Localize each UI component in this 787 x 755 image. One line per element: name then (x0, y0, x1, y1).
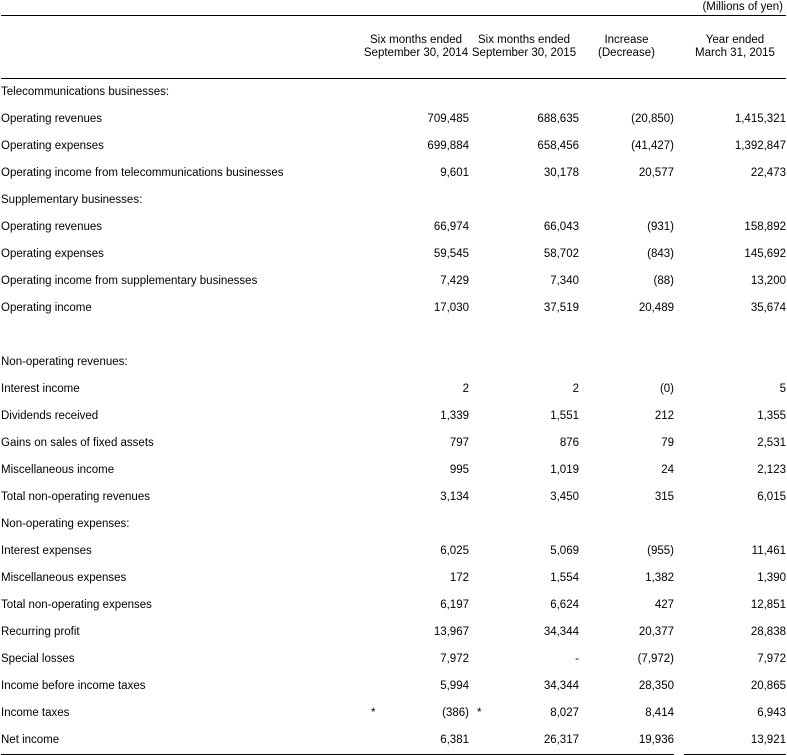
cell-increase (579, 268, 674, 295)
column-gutter (674, 187, 684, 214)
cell-2015 (469, 430, 579, 457)
cell-value: 6,624 (550, 599, 579, 611)
column-gutter (674, 133, 684, 160)
cell-increase (579, 187, 674, 214)
table-row (1, 133, 786, 160)
cell-2014 (363, 700, 469, 727)
cell-value: 7,340 (550, 275, 579, 287)
row-label: Interest income (1, 383, 80, 395)
cell-2014 (363, 565, 469, 592)
cell-value: 709,485 (427, 113, 469, 125)
cell-2015 (469, 673, 579, 700)
cell-increase (579, 511, 674, 538)
cell-2014 (363, 484, 469, 511)
row-label: Operating expenses (1, 248, 104, 260)
cell-value: 58,702 (543, 248, 579, 260)
cell-value: 13,200 (750, 275, 786, 287)
cell-2015 (469, 79, 579, 107)
row-label: Total non-operating expenses (1, 599, 152, 611)
cell-2014 (363, 511, 469, 538)
table-row (1, 619, 786, 646)
row-label: Non-operating revenues: (1, 356, 128, 368)
row-label: Operating income (1, 302, 92, 314)
table-row (1, 79, 786, 107)
cell-2015 (469, 322, 579, 349)
cell-2014 (363, 430, 469, 457)
column-gutter (674, 565, 684, 592)
cell-2015 (469, 727, 579, 755)
cell-2014 (363, 214, 469, 241)
header-cell-year (684, 16, 786, 79)
table-row (1, 241, 786, 268)
table-row (1, 700, 786, 727)
cell-year (684, 295, 786, 322)
cell-2014 (363, 376, 469, 403)
column-gutter (674, 268, 684, 295)
cell-2015 (469, 700, 579, 727)
cell-value: 158,892 (744, 221, 786, 233)
row-label: Operating income from supplementary businesses (1, 275, 258, 287)
cell-value: 66,974 (433, 221, 469, 233)
table-row (1, 673, 786, 700)
cell-2014 (363, 322, 469, 349)
cell-value: 427 (654, 599, 674, 611)
cell-2014 (363, 133, 469, 160)
cell-2015 (469, 538, 579, 565)
cell-value: 5 (779, 383, 786, 395)
row-label: Recurring profit (1, 626, 80, 638)
cell-value: 24 (661, 464, 674, 476)
row-label: Income taxes (1, 707, 70, 719)
cell-value: 37,519 (543, 302, 579, 314)
row-label: Telecommunications businesses: (1, 86, 170, 98)
cell-increase (579, 538, 674, 565)
table-row (1, 214, 786, 241)
cell-increase (579, 349, 674, 376)
row-label: Gains on sales of fixed assets (1, 437, 154, 449)
cell-value: 658,456 (537, 140, 579, 152)
cell-value: 1,382 (645, 572, 674, 584)
cell-value: 26,317 (543, 734, 579, 746)
cell-2015 (469, 592, 579, 619)
row-label: Operating income from telecommunications businesses (1, 167, 284, 179)
cell-2015 (469, 403, 579, 430)
row-label: Miscellaneous expenses (1, 572, 127, 584)
cell-value: 7,429 (440, 275, 469, 287)
cell-increase (579, 484, 674, 511)
row-label: Operating revenues (1, 113, 103, 125)
cell-value: 2 (572, 383, 579, 395)
cell-value: (20,850) (631, 113, 674, 125)
cell-year (684, 727, 786, 755)
cell-year (684, 619, 786, 646)
cell-increase (579, 673, 674, 700)
cell-value: 6,381 (440, 734, 469, 746)
table-row (1, 511, 786, 538)
cell-value: 1,392,847 (734, 140, 786, 152)
cell-value: 20,489 (638, 302, 674, 314)
cell-value: 19,936 (638, 734, 674, 746)
cell-value: (843) (647, 248, 674, 260)
units-caption: (Millions of yen) (702, 1, 783, 13)
cell-year (684, 484, 786, 511)
cell-value: 5,994 (440, 680, 469, 692)
cell-increase (579, 592, 674, 619)
cell-2015 (469, 106, 579, 133)
header-year-line2: March 31, 2015 (695, 47, 775, 59)
cell-value: 876 (559, 437, 579, 449)
cell-2014 (363, 349, 469, 376)
cell-year (684, 187, 786, 214)
header-cell-increase (579, 16, 674, 79)
column-gutter (674, 322, 684, 349)
cell-value: 1,339 (440, 410, 469, 422)
cell-2014 (363, 619, 469, 646)
table-row (1, 727, 786, 755)
cell-2014 (363, 295, 469, 322)
table-body (1, 16, 786, 755)
cell-increase (579, 619, 674, 646)
header-year-line1: Year ended (705, 34, 765, 46)
cell-value: (41,427) (631, 140, 674, 152)
cell-year (684, 214, 786, 241)
cell-value: 6,025 (440, 545, 469, 557)
column-gutter (674, 727, 684, 755)
cell-value: 28,350 (638, 680, 674, 692)
column-gutter (674, 700, 684, 727)
cell-year (684, 403, 786, 430)
cell-value: 315 (654, 491, 674, 503)
cell-year (684, 565, 786, 592)
cell-value: 212 (654, 410, 674, 422)
cell-2014 (363, 673, 469, 700)
cell-increase (579, 565, 674, 592)
footnote-asterisk: * (371, 707, 376, 719)
table-row (1, 376, 786, 403)
cell-increase (579, 106, 674, 133)
column-gutter (674, 16, 684, 79)
cell-2014 (363, 106, 469, 133)
column-gutter (674, 376, 684, 403)
cell-year (684, 133, 786, 160)
column-gutter (674, 673, 684, 700)
cell-value: 66,043 (543, 221, 579, 233)
cell-year (684, 268, 786, 295)
column-gutter (674, 349, 684, 376)
table-row (1, 592, 786, 619)
table-row (1, 646, 786, 673)
cell-value: 13,921 (750, 734, 786, 746)
cell-year (684, 673, 786, 700)
cell-value: 2,123 (757, 464, 786, 476)
cell-increase (579, 214, 674, 241)
table-row (1, 160, 786, 187)
cell-value: 1,551 (550, 410, 579, 422)
cell-2014 (363, 241, 469, 268)
cell-value: 3,134 (440, 491, 469, 503)
cell-2014 (363, 457, 469, 484)
cell-value: 145,692 (744, 248, 786, 260)
cell-increase (579, 160, 674, 187)
cell-value: 22,473 (750, 167, 786, 179)
cell-year (684, 592, 786, 619)
cell-value: 1,554 (550, 572, 579, 584)
cell-2015 (469, 349, 579, 376)
cell-2015 (469, 133, 579, 160)
column-gutter (674, 538, 684, 565)
row-label (1, 322, 363, 349)
cell-value: 3,450 (550, 491, 579, 503)
cell-increase (579, 727, 674, 755)
cell-value: 1,415,321 (734, 113, 786, 125)
header-2015-line2: September 30, 2015 (471, 47, 577, 59)
cell-year (684, 457, 786, 484)
cell-2015 (469, 457, 579, 484)
cell-value: 995 (449, 464, 469, 476)
column-gutter (674, 214, 684, 241)
cell-2015 (469, 214, 579, 241)
cell-value: 6,197 (440, 599, 469, 611)
cell-2014 (363, 403, 469, 430)
cell-2015 (469, 565, 579, 592)
cell-value: 17,030 (433, 302, 469, 314)
cell-2014 (363, 727, 469, 755)
cell-year (684, 430, 786, 457)
column-gutter (674, 403, 684, 430)
cell-value: 11,461 (751, 545, 786, 557)
row-label: Special losses (1, 653, 75, 665)
cell-value: 1,390 (757, 572, 786, 584)
header-2015-line1: Six months ended (477, 34, 571, 46)
cell-value: 6,015 (757, 491, 786, 503)
row-label: Net income (1, 727, 363, 755)
table-row (1, 430, 786, 457)
cell-year (684, 106, 786, 133)
row-label: Income before income taxes (1, 680, 146, 692)
cell-increase (579, 241, 674, 268)
cell-value: 7,972 (440, 653, 469, 665)
cell-value: 30,178 (543, 167, 579, 179)
column-gutter (674, 592, 684, 619)
cell-2015 (469, 646, 579, 673)
table-row (1, 322, 786, 349)
cell-2014 (363, 592, 469, 619)
cell-year (684, 376, 786, 403)
cell-2014 (363, 538, 469, 565)
cell-year (684, 160, 786, 187)
cell-2015 (469, 295, 579, 322)
cell-year (684, 241, 786, 268)
cell-increase (579, 79, 674, 107)
cell-increase (579, 322, 674, 349)
cell-value: 20,577 (638, 167, 674, 179)
cell-value: 1,019 (550, 464, 579, 476)
cell-value: 2,531 (757, 437, 786, 449)
column-gutter (674, 295, 684, 322)
header-cell-2015 (469, 16, 579, 79)
header-increase-line2: (Decrease) (598, 47, 655, 59)
row-label: Interest expenses (1, 545, 92, 557)
header-2014-line1: Six months ended (369, 34, 463, 46)
column-gutter (674, 646, 684, 673)
table-row (1, 349, 786, 376)
table-row (1, 484, 786, 511)
cell-year (684, 538, 786, 565)
column-gutter (674, 106, 684, 133)
cell-value: 6,943 (757, 707, 786, 719)
cell-value: 34,344 (543, 626, 579, 638)
cell-value: 8,027 (550, 707, 579, 719)
cell-value: 172 (449, 572, 469, 584)
cell-2014 (363, 646, 469, 673)
cell-2014 (363, 268, 469, 295)
cell-2014 (363, 187, 469, 214)
column-gutter (674, 430, 684, 457)
cell-2015 (469, 160, 579, 187)
cell-2015 (469, 268, 579, 295)
cell-increase (579, 133, 674, 160)
table-row (1, 403, 786, 430)
cell-value: 79 (661, 437, 674, 449)
cell-value: (955) (647, 545, 674, 557)
cell-value: (7,972) (637, 653, 674, 665)
row-label: Operating revenues (1, 221, 103, 233)
income-statement-table (1, 15, 786, 755)
cell-value: 20,865 (750, 680, 786, 692)
cell-2014 (363, 79, 469, 107)
cell-value: 1,355 (757, 410, 786, 422)
row-label: Miscellaneous income (1, 464, 115, 476)
cell-increase (579, 457, 674, 484)
cell-value: 8,414 (645, 707, 674, 719)
table-row (1, 295, 786, 322)
column-gutter (674, 619, 684, 646)
cell-value: 9,601 (440, 167, 469, 179)
cell-value: (931) (647, 221, 674, 233)
table-header-row (1, 16, 786, 79)
row-label: Dividends received (1, 410, 99, 422)
cell-value: 59,545 (433, 248, 469, 260)
cell-value: (0) (659, 383, 674, 395)
column-gutter (674, 79, 684, 107)
cell-value: 688,635 (537, 113, 579, 125)
cell-value: 7,972 (757, 653, 786, 665)
column-gutter (674, 457, 684, 484)
column-gutter (674, 160, 684, 187)
column-gutter (674, 484, 684, 511)
column-gutter (674, 241, 684, 268)
footnote-asterisk: * (477, 707, 482, 719)
cell-value: - (575, 653, 579, 665)
cell-year (684, 79, 786, 107)
cell-year (684, 511, 786, 538)
table-row (1, 106, 786, 133)
cell-value: 5,069 (550, 545, 579, 557)
header-cell-label (1, 16, 363, 79)
cell-2015 (469, 511, 579, 538)
cell-2014 (363, 160, 469, 187)
table-row (1, 268, 786, 295)
column-gutter (674, 511, 684, 538)
cell-year (684, 646, 786, 673)
header-2014-line2: September 30, 2014 (363, 47, 469, 59)
cell-increase (579, 646, 674, 673)
row-label: Supplementary businesses: (1, 194, 143, 206)
cell-2015 (469, 187, 579, 214)
table-row (1, 187, 786, 214)
header-cell-2014 (363, 16, 469, 79)
cell-value: 12,851 (750, 599, 786, 611)
cell-2015 (469, 619, 579, 646)
cell-value: (386) (442, 707, 469, 719)
cell-2015 (469, 241, 579, 268)
cell-value: 13,967 (433, 626, 469, 638)
row-label: Non-operating expenses: (1, 518, 130, 530)
table-row (1, 457, 786, 484)
cell-value: 699,884 (427, 140, 469, 152)
cell-value: 28,838 (750, 626, 786, 638)
cell-year (684, 322, 786, 349)
cell-value: 2 (462, 383, 469, 395)
table-row (1, 565, 786, 592)
cell-increase (579, 403, 674, 430)
row-label: Operating expenses (1, 140, 104, 152)
cell-2015 (469, 484, 579, 511)
cell-value: 20,377 (638, 626, 674, 638)
cell-increase (579, 430, 674, 457)
row-label: Total non-operating revenues (1, 491, 150, 503)
cell-2015 (469, 376, 579, 403)
cell-value: (88) (653, 275, 674, 287)
cell-increase (579, 700, 674, 727)
header-increase-line1: Increase (604, 34, 649, 46)
cell-year (684, 700, 786, 727)
cell-value: 34,344 (543, 680, 579, 692)
cell-year (684, 349, 786, 376)
cell-increase (579, 376, 674, 403)
cell-increase (579, 295, 674, 322)
cell-value: 35,674 (750, 302, 786, 314)
cell-value: 797 (449, 437, 469, 449)
table-row (1, 538, 786, 565)
